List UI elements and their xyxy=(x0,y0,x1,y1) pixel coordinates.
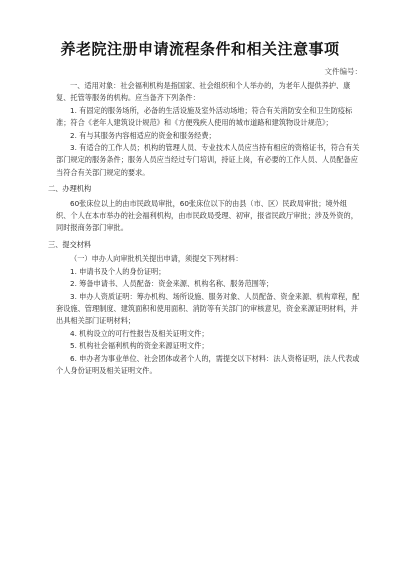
section-1-intro: 一、适用对象：社会福利机构是指国家、社会组织和个人举办的，为老年人提供养护、康复、托管等服务的机构。应当备齐下列条件： xyxy=(56,81,351,103)
section-3-item-4: 4. 机构设立的可行性报告及相关证明文件； xyxy=(70,328,209,338)
section-3-intro: （一）申办人向审批机关提出申请，须提交下列材料： xyxy=(70,254,243,264)
section-3-heading: 三、提交材料 xyxy=(48,239,92,249)
section-1-item-1: 1. 有固定的服务场所，必备的生活设施及室外活动场地；符合有关消防安全和卫生防疫标准；符合《老年人建筑设计规范》和《方便残疾人使用的城市道路和建筑物设计规范》； xyxy=(56,105,353,128)
document-body xyxy=(48,80,360,377)
section-3-item-5: 5. 机构社会福利机构的资金来源证明文件； xyxy=(70,341,209,351)
section-2-heading: 二、办理机构 xyxy=(48,184,92,194)
section-3-item-1: 1. 申请书及个人的身份证明； xyxy=(70,266,166,276)
section-3-item-6: 6. 申办者为事业单位、社会团体或者个人的，需提交以下材料：法人资格证明，法人代表或个人身份证明及相关证明文件。 xyxy=(56,353,360,375)
document-title: 养老院注册申请流程条件和相关注意事项 xyxy=(60,40,340,58)
section-1-item-2: 2. 有与其服务内容相适应的资金和服务经费； xyxy=(70,130,216,140)
section-3-item-3: 3. 申办人资质证明：筹办机构、场所设施、服务对象、人员配备、资金来源、机构章程，配套设施、管理制度、建筑面积和使用面积、消防等有关部门的审核意见，资金来源证明材料，并出具相关部门证明材料； xyxy=(56,291,360,326)
section-1-item-3: 3. 有适合的工作人员；机构的管理人员、专业技术人员应当持有相应的资格证书，符合有关部门规定的服务条件；服务人员应当经过专门培训，持证上岗，有必要的工作人员、人员配备应当符合有关部门规定的要求。 xyxy=(56,143,360,177)
section-3-item-2: 2. 筹备申请书、人员配备：资金来源、机构名称、服务范围等； xyxy=(70,279,274,289)
document-number-label: 文件编号： xyxy=(324,67,362,76)
section-2-text: 60张床位以上的由市民政局审批，60张床位以下的由县（市、区）民政局审批；境外组织、个人在本市举办的社会福利机构，由市民政局受理、初审，报省民政厅审批；涉及外资的，同时报商务部门审批。 xyxy=(56,198,358,233)
